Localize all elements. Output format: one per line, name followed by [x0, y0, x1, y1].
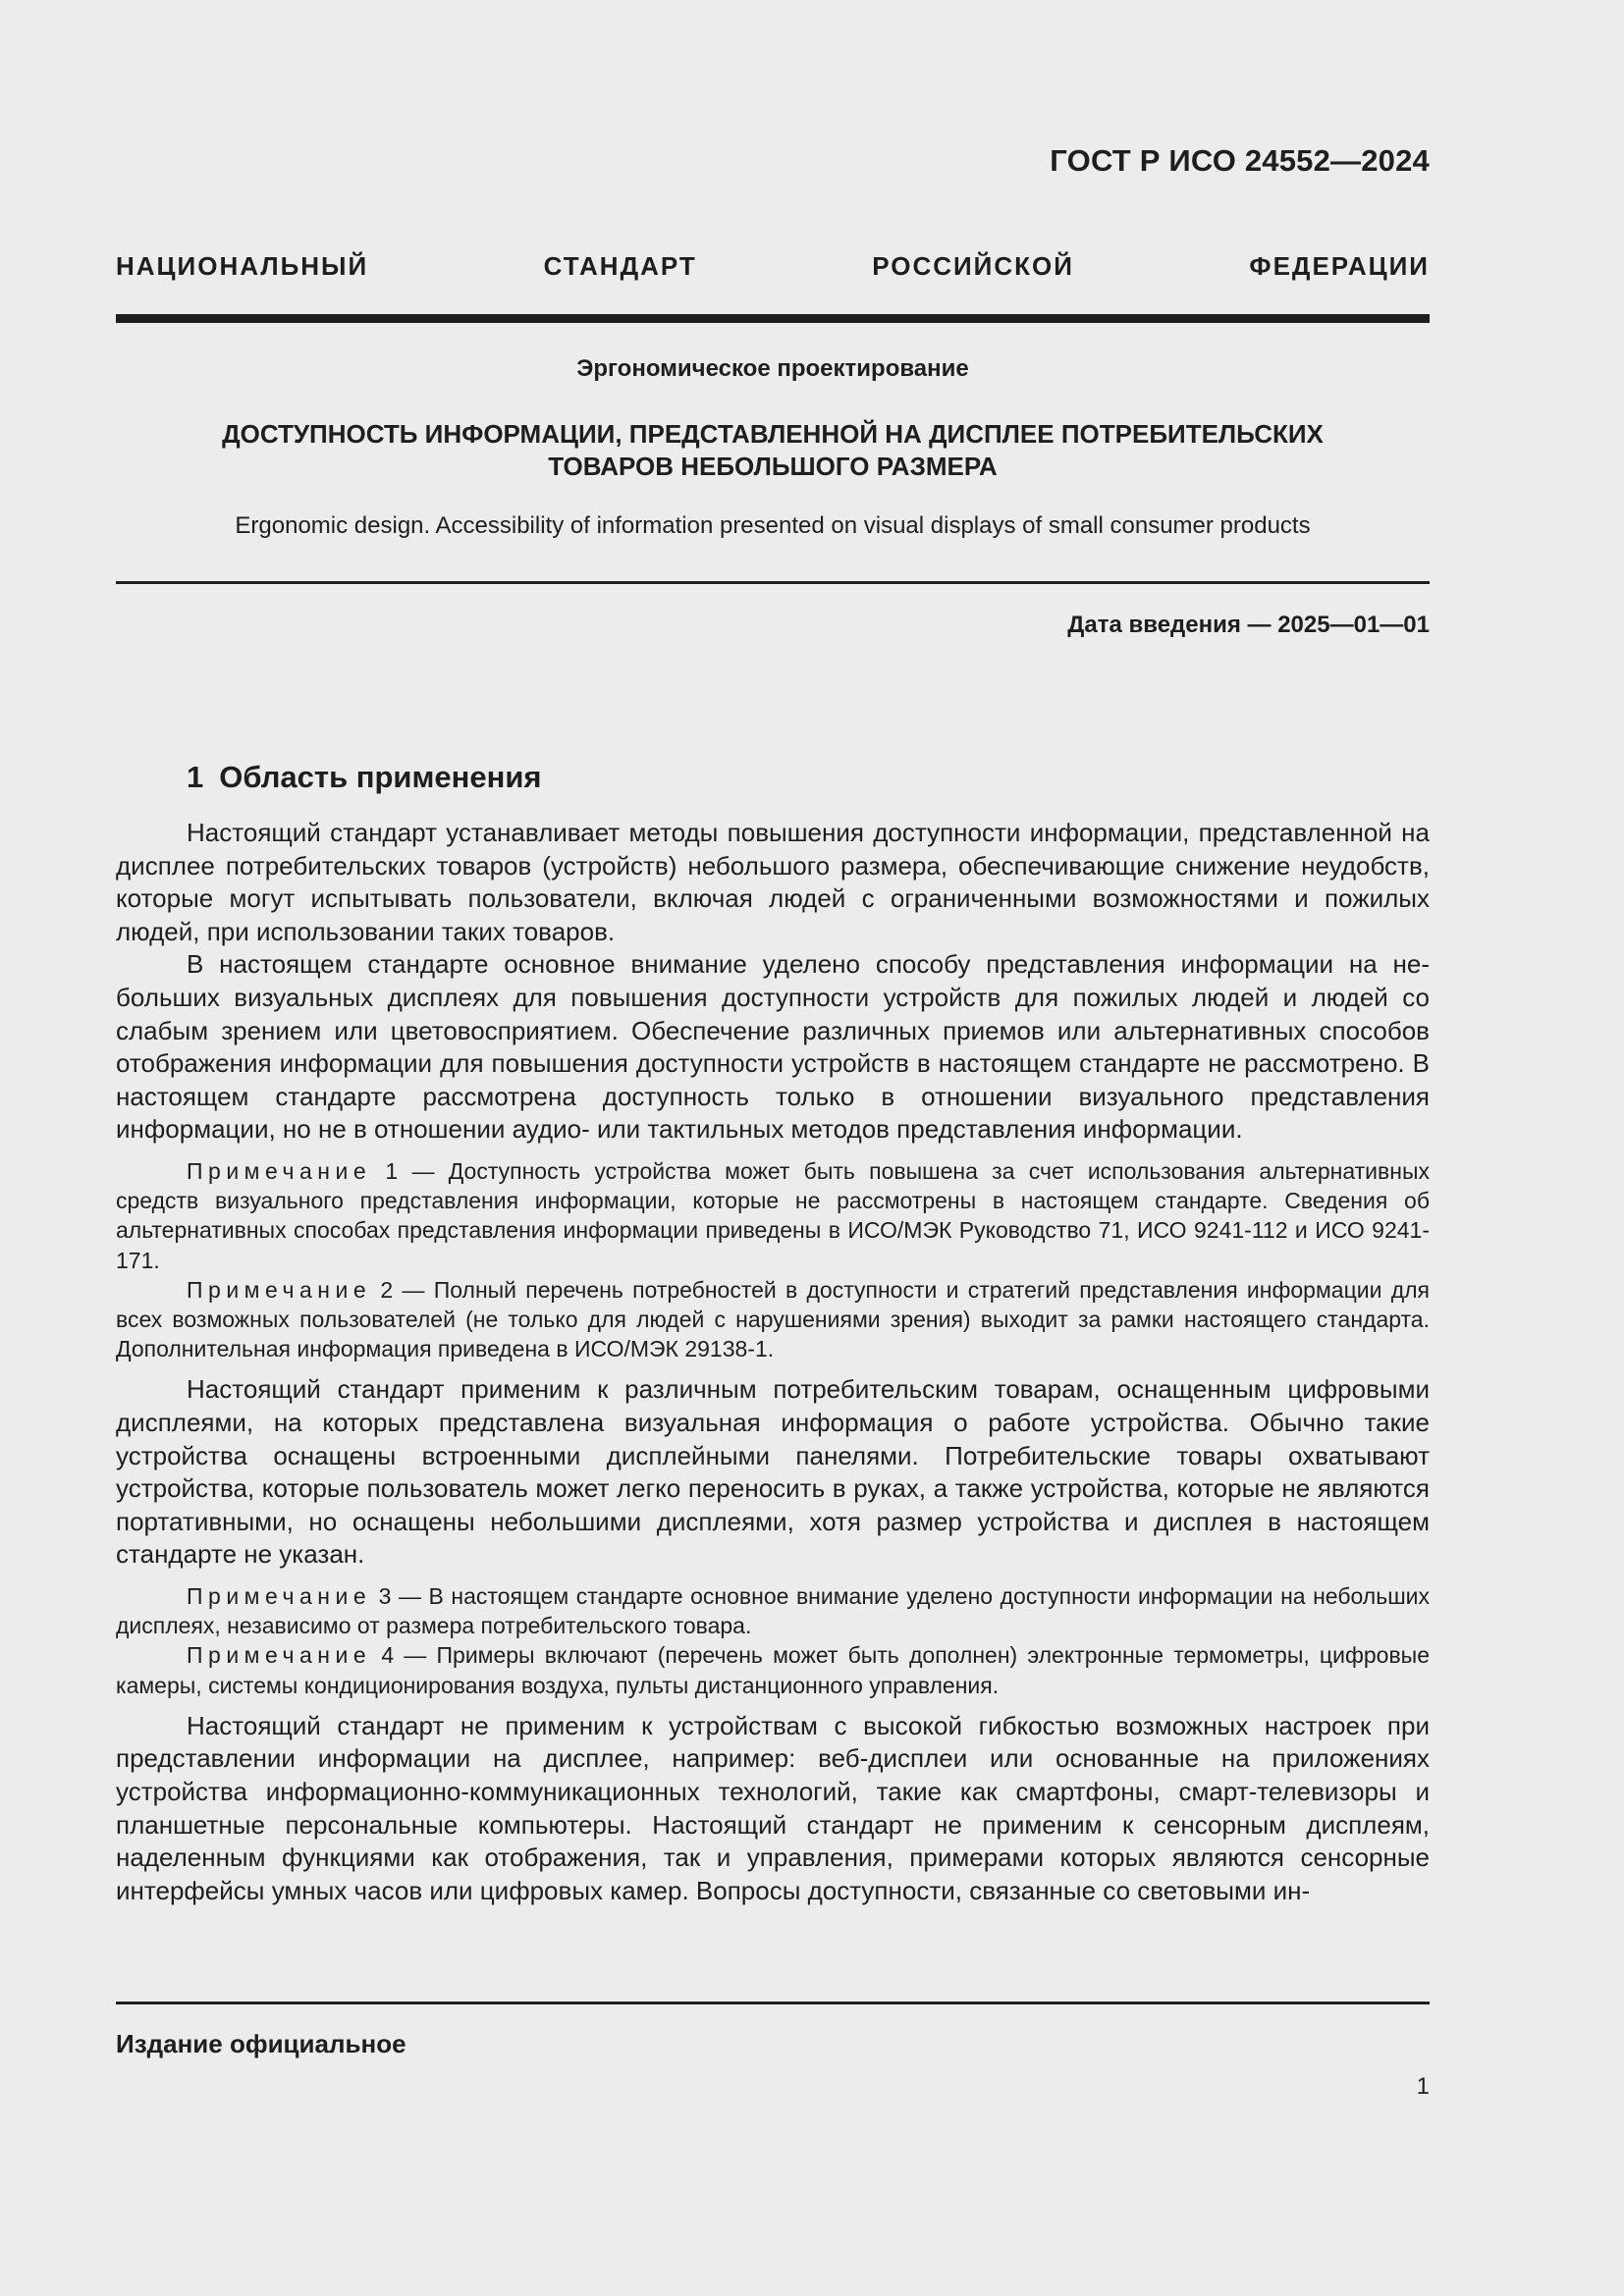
note [116, 1640, 1430, 1699]
note-text: 3 — В настоящем стандарте основное внимание уделено доступности информации на небольших дисплеях, независимо от размера потребительского товара. [116, 1582, 1430, 1639]
section-body [116, 817, 1430, 1907]
note-label: Примечание [187, 1582, 372, 1609]
subject-area-title: Эргономическое проектирование [576, 355, 969, 382]
standard-title [116, 418, 1430, 483]
section-title: Область применения [219, 760, 542, 794]
document-page [116, 0, 1430, 2296]
body-paragraph: Настоящий стандарт применим к различным потребительским товарам, оснащенным цифровыми дисплеями, на которых представлена визуальная информация о работе устройства. Обычно такие устройства оснащены встроенными дисплейными панелями. Потребительские товары охватывают устройства, которые пользователь может легко переносить в руках, а также устройства, которые не являются портативными, но оснащены небольшими дисплеями, хотя размер устройства и дисплея в настоящем стандарте не указан. [116, 1374, 1430, 1570]
body-paragraph: Настоящий стандарт не применим к устройствам с высокой гибкостью возможных настроек при представлении информации на дисплее, например: веб-дисплеи или основанные на приложениях устройства информационно-коммуникационных технологий, такие как смартфоны, смарт-телевизоры и планшетные персональные компьютеры. Настоящий стандарт не применим к сенсорным дисплеям, наделенным функциями как отображения, так и управления, примерами которых являются сенсорные интерфейсы умных часов или цифровых камер. Вопросы доступности, связанные со световыми ин- [116, 1710, 1430, 1905]
body-paragraph: Настоящий стандарт устанавливает методы повышения доступности информации, представленной на дисплее потребительских товаров (устройств) небольшого размера, обеспечивающие снижение неудобств, которые могут испытывать пользователи, включая людей с ограниченными возможностями и пожилых людей, при использовании таких товаров. [116, 818, 1430, 946]
footer-divider [116, 2002, 1430, 2004]
title-divider [116, 581, 1430, 584]
note [116, 1275, 1430, 1364]
english-title: Ergonomic design. Accessibility of information presented on visual displays of small consumer products [235, 512, 1311, 539]
document-code: ГОСТ Р ИСО 24552—2024 [1050, 143, 1430, 178]
note-label: Примечание [187, 1642, 372, 1669]
standard-title-line-2: ТОВАРОВ НЕБОЛЬШОГО РАЗМЕРА [548, 452, 998, 481]
section-heading [187, 760, 558, 795]
national-standard-banner: НАЦИОНАЛЬНЫЙ СТАНДАРТ РОССИЙСКОЙ ФЕДЕРАЦИИ [116, 251, 1430, 281]
official-edition-label: Издание официальное [116, 2029, 406, 2058]
header-thick-rule [116, 314, 1430, 323]
standard-title-line-1: ДОСТУПНОСТЬ ИНФОРМАЦИИ, ПРЕДСТАВЛЕННОЙ НА ДИСПЛЕЕ ПОТРЕБИТЕЛЬСКИХ [222, 419, 1324, 449]
note-text: 4 — Примеры включают (перечень может быть дополнен) электронные термометры, цифровые камеры, системы кондиционирования воздуха, пульты дистанционного управления. [116, 1642, 1430, 1698]
note-label: Примечание [187, 1276, 372, 1303]
note [116, 1156, 1430, 1275]
section-number: 1 [187, 760, 204, 794]
body-paragraph: В настоящем стандарте основное внимание уделено способу представления информации на небольших визуальных дисплеях для повышения доступности устройств для пожилых людей и людей со слабым зрением или цветовосприятием. Обеспечение различных приемов или альтернативных способов отображения информации для повышения доступности устройств в настоящем стандарте не рассмотрено. В настоящем стандарте рассмотрена доступность только в отношении визуального представления информации, но не в отношении аудио- или тактильных методов представления информации. [116, 949, 1430, 1145]
introduction-date: Дата введения — 2025—01—01 [1067, 612, 1430, 638]
note-text: 2 — Полный перечень потребностей в доступности и стратегий представления информации для всех возможных пользователей (не только для людей с нарушениями зрения) выходит за рамки настоящего стандарта. Дополнительная информация приведена в ИСО/МЭК 29138-1. [116, 1276, 1430, 1362]
page-number: 1 [1416, 2073, 1430, 2100]
note-text: 1 — Доступность устройства может быть повышена за счет использования альтернативных средств визуального представления информации, которые не рассмотрены в настоящем стандарте. Сведения об альтернативных способах представления информации приведены в ИСО/МЭК Руководство 71, ИСО 9241-112 и ИСО 9241-171. [116, 1157, 1430, 1273]
note-label: Примечание [187, 1157, 372, 1184]
note [116, 1581, 1430, 1640]
